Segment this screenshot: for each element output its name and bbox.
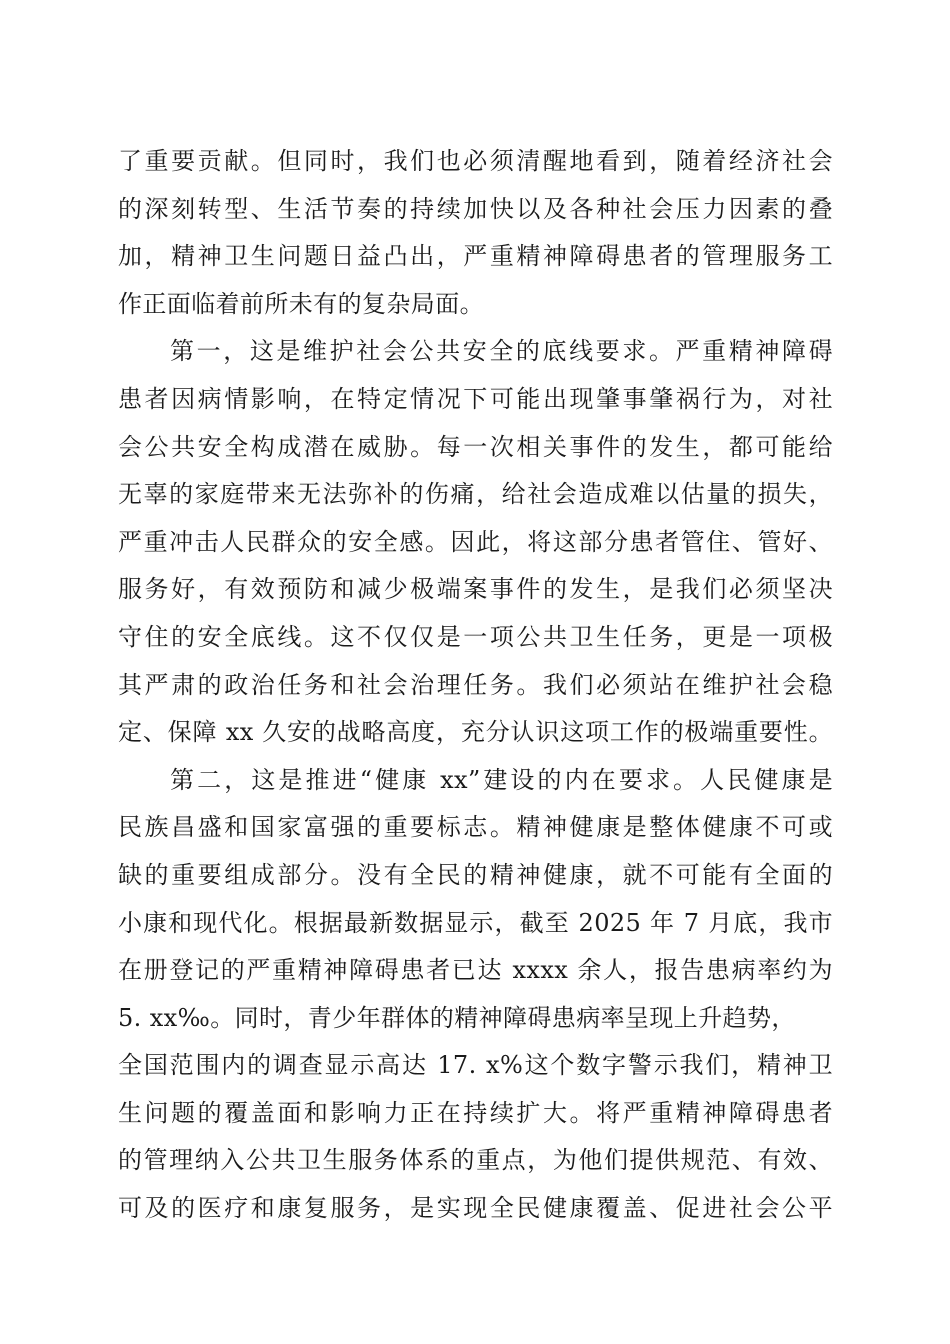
text-line: 民族昌盛和国家富强的重要标志。精神健康是整体健康不可或: [118, 813, 833, 842]
text-line: 可及的医疗和康复服务，是实现全民健康覆盖、促进社会公平: [118, 1194, 833, 1223]
text-line: 无辜的家庭带来无法弥补的伤痛，给社会造成难以估量的损失，: [118, 480, 833, 509]
text-line: 的管理纳入公共卫生服务体系的重点，为他们提供规范、有效、: [118, 1146, 833, 1175]
text-line: 严重冲击人民群众的安全感。因此，将这部分患者管住、管好、: [118, 527, 833, 556]
text-line: 服务好，有效预防和减少极端案事件的发生，是我们必须坚决: [118, 575, 833, 604]
text-line: 守住的安全底线。这不仅仅是一项公共卫生任务，更是一项极: [118, 622, 833, 651]
text-line: 其严肃的政治任务和社会治理任务。我们必须站在维护社会稳: [118, 670, 833, 699]
paragraph-first-line: 第一，这是维护社会公共安全的底线要求。严重精神障碍: [170, 337, 833, 366]
text-line: 生问题的覆盖面和影响力正在持续扩大。将严重精神障碍患者: [118, 1098, 833, 1127]
text-line: 定、保障 xx 久安的战略高度，充分认识这项工作的极端重要性。: [118, 718, 833, 747]
document-body: [118, 138, 833, 1233]
text-line: 患者因病情影响，在特定情况下可能出现肇事肇祸行为，对社: [118, 384, 833, 413]
text-line: 缺的重要组成部分。没有全民的精神健康，就不可能有全面的: [118, 860, 833, 889]
text-line: 5. xx‰。同时，青少年群体的精神障碍患病率呈现上升趋势，: [118, 1003, 796, 1032]
text-line: 在册登记的严重精神障碍患者已达 xxxx 余人，报告患病率约为: [118, 956, 833, 985]
text-line: 会公共安全构成潜在威胁。每一次相关事件的发生，都可能给: [118, 432, 833, 461]
text-line: 了重要贡献。但同时，我们也必须清醒地看到，随着经济社会: [118, 147, 833, 175]
paragraph-first-line: 第二，这是推进“健康 xx”建设的内在要求。人民健康是: [170, 765, 833, 794]
text-line: 的深刻转型、生活节奏的持续加快以及各种社会压力因素的叠: [118, 194, 833, 223]
text-line: 全国范围内的调查显示高达 17. x%这个数字警示我们，精神卫: [118, 1051, 833, 1080]
text-line: 作正面临着前所未有的复杂局面。: [118, 289, 484, 318]
text-line: 小康和现代化。根据最新数据显示，截至 2025 年 7 月底，我市: [118, 908, 833, 937]
text-line: 加，精神卫生问题日益凸出，严重精神障碍患者的管理服务工: [118, 242, 833, 271]
